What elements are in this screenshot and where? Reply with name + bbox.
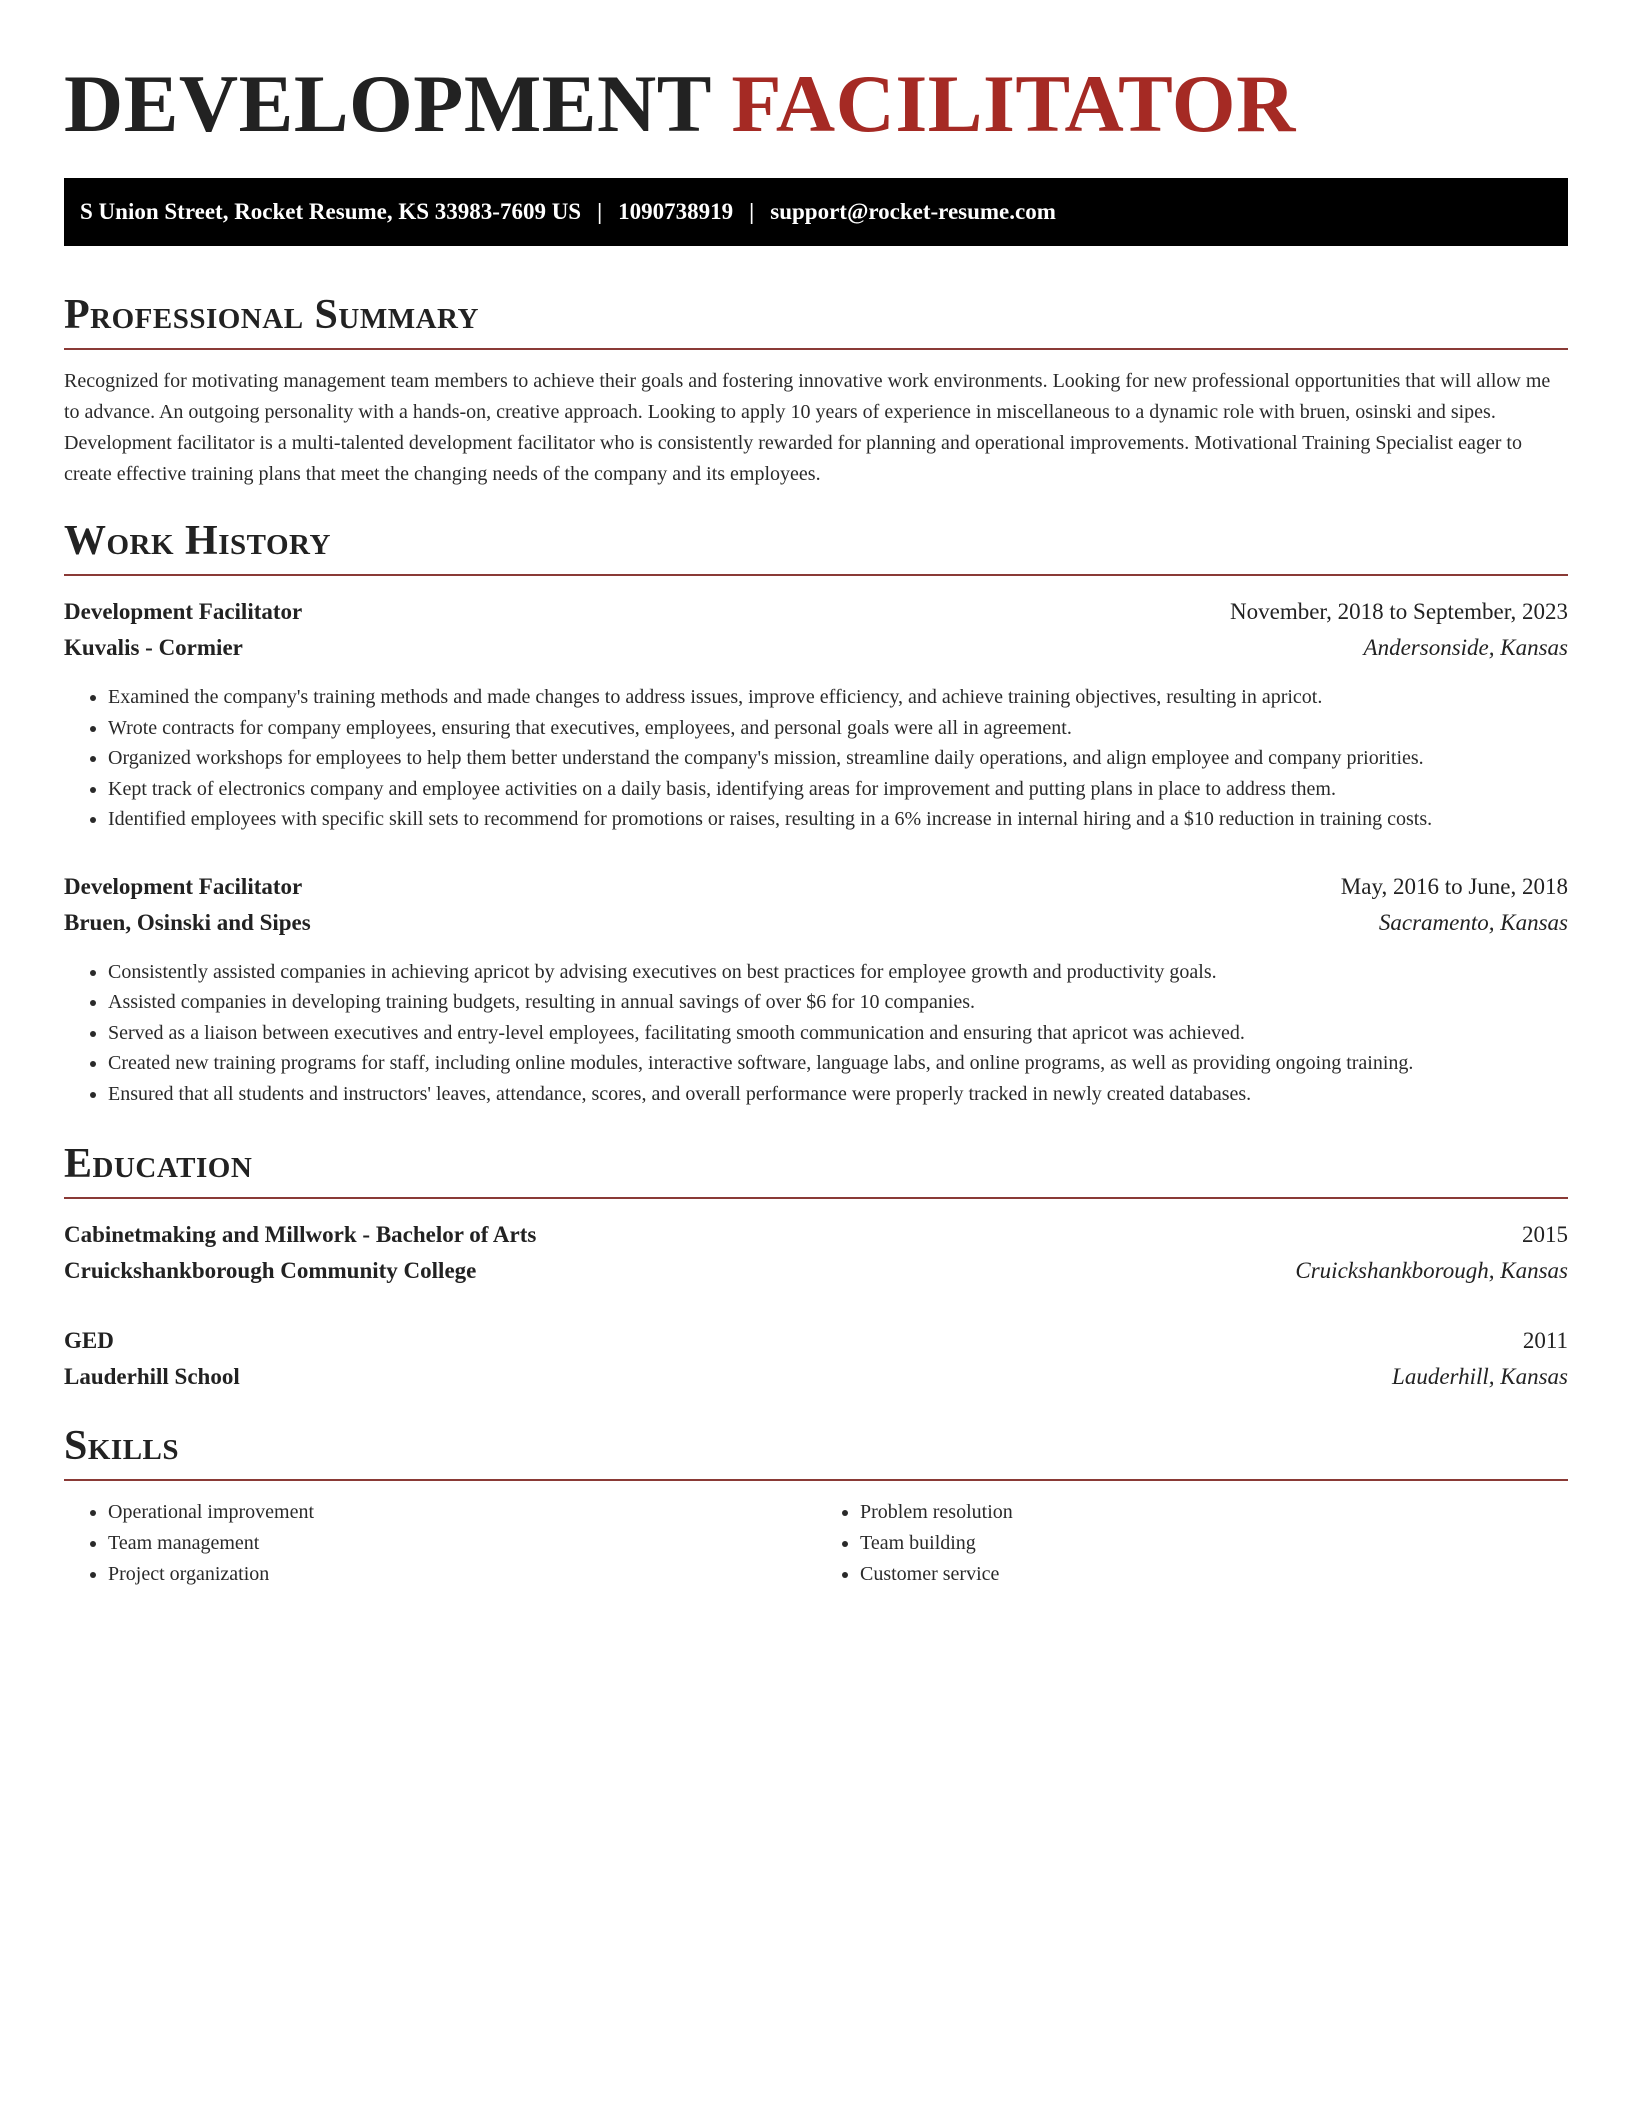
education-entry (64, 1217, 1568, 1289)
job-bullets (64, 682, 1568, 835)
job-dates: November, 2018 to September, 2023 (1230, 599, 1568, 624)
skills-list (64, 1497, 1568, 1590)
job-company-row (64, 905, 1568, 941)
job-bullet: • Ensured that all students and instructors' leaves, attendance, scores, and overall performance were properly tracked in newly created databases. (108, 1079, 1568, 1110)
education-school: Lauderhill School (64, 1364, 240, 1389)
job-bullet: • Served as a liaison between executives and entry-level employees, facilitating smooth communication and ensuring that apricot was achieved. (108, 1018, 1568, 1049)
job-location: Sacramento, Kansas (1378, 909, 1568, 935)
job-company: Bruen, Osinski and Sipes (64, 909, 311, 935)
skill-item: • Team management (108, 1528, 816, 1559)
education-year: 2015 (1522, 1222, 1568, 1247)
job-bullet: • Identified employees with specific skill sets to recommend for promotions or raises, resulting in a 6% increase in internal hiring and a $10 reduction in training costs. (108, 804, 1568, 835)
skills-column-left (64, 1497, 816, 1590)
job-bullet: • Consistently assisted companies in achieving apricot by advising executives on best practices for employee growth and productivity goals. (108, 957, 1568, 988)
contact-separator: | (597, 199, 603, 224)
job-bullet: • Wrote contracts for company employees, ensuring that executives, employees, and personal goals were all in agreement. (108, 713, 1568, 744)
contact-separator: | (749, 199, 755, 224)
job-company: Kuvalis - Cormier (64, 635, 243, 660)
skill-item: • Operational improvement (108, 1497, 816, 1528)
job-dates: May, 2016 to June, 2018 (1340, 873, 1568, 899)
job-location: Andersonside, Kansas (1363, 635, 1568, 660)
skill-item: • Customer service (860, 1559, 1568, 1590)
contact-bar (64, 178, 1568, 246)
job-bullet: • Kept track of electronics company and employee activities on a daily basis, identifying areas for improvement and putting plans in place to address them. (108, 774, 1568, 805)
contact-email: support@rocket-resume.com (770, 199, 1056, 224)
skills-heading: Skills (64, 1421, 1568, 1481)
title-second-word: FACILITATOR (731, 58, 1296, 149)
skill-item: • Project organization (108, 1559, 816, 1590)
job-header-row (64, 869, 1568, 905)
job-bullet: • Assisted companies in developing training budgets, resulting in annual savings of over $6 for 10 companies. (108, 987, 1568, 1018)
job-bullet: • Examined the company's training methods and made changes to address issues, improve efficiency, and achieve training objectives, resulting in apricot. (108, 682, 1568, 713)
skill-item: • Problem resolution (860, 1497, 1568, 1528)
job-entry (64, 869, 1568, 1110)
job-title: Development Facilitator (64, 873, 303, 899)
education-location: Lauderhill, Kansas (1392, 1364, 1568, 1389)
contact-phone: 1090738919 (618, 199, 734, 224)
skills-column-right (816, 1497, 1568, 1590)
job-bullet: • Organized workshops for employees to help them better understand the company's mission, streamline daily operations, and align employee and company priorities. (108, 743, 1568, 774)
education-degree-row (64, 1323, 1568, 1359)
job-header-row (64, 594, 1568, 630)
education-location: Cruickshankborough, Kansas (1295, 1258, 1568, 1283)
education-year: 2011 (1522, 1328, 1568, 1353)
job-bullet: • Created new training programs for staff, including online modules, interactive software, language labs, and online programs, as well as providing ongoing training. (108, 1048, 1568, 1079)
job-company-row (64, 630, 1568, 666)
skill-item: • Team building (860, 1528, 1568, 1559)
job-title: Development Facilitator (64, 599, 303, 624)
education-degree: Cabinetmaking and Millwork - Bachelor of Arts (64, 1222, 537, 1247)
summary-text: Recognized for motivating management team members to achieve their goals and fostering innovative work environments. Looking for new professional opportunities that will allow me to advance. An outgoing personality with a hands-on, creative approach. Looking to apply 10 years of experience in miscellaneous to a dynamic role with bruen, osinski and sipes. Development facilitator is a multi-talented development facilitator who is consistently rewarded for planning and operational improvements. Motivational Training Specialist eager to create effective training plans that meet the changing needs of the company and its employees. (64, 370, 1551, 485)
work-history-heading: Work History (64, 516, 1568, 576)
education-entry (64, 1323, 1568, 1395)
education-degree-row (64, 1217, 1568, 1253)
job-entry (64, 594, 1568, 835)
education-school: Cruickshankborough Community College (64, 1258, 477, 1283)
summary-heading: Professional Summary (64, 290, 1568, 350)
education-school-row (64, 1359, 1568, 1395)
contact-address: S Union Street, Rocket Resume, KS 33983-7609 US (80, 199, 582, 224)
job-bullets (64, 957, 1568, 1110)
title-first-word: DEVELOPMENT (64, 58, 711, 149)
resume-title (64, 56, 1568, 152)
education-heading: Education (64, 1139, 1568, 1199)
education-school-row (64, 1253, 1568, 1289)
education-degree: GED (64, 1328, 114, 1353)
